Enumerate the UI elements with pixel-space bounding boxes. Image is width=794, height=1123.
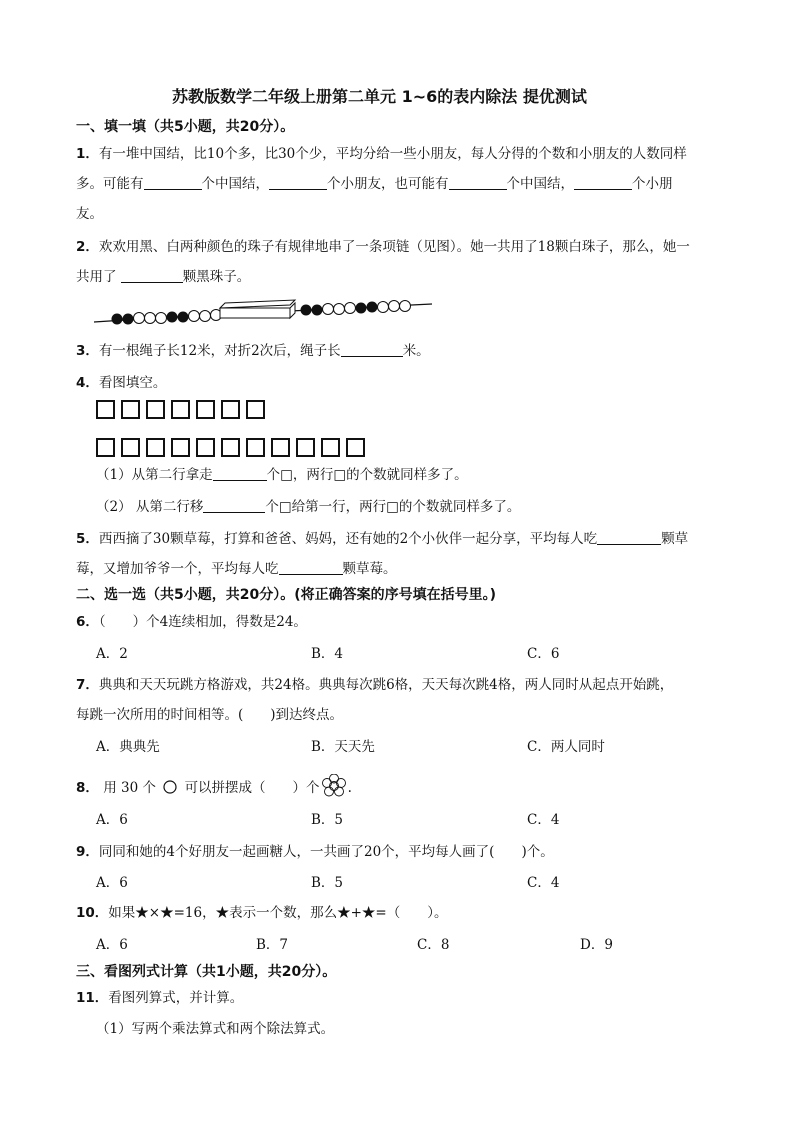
q11-text: 看图列算式，并计算。 xyxy=(108,990,244,1006)
black-bead xyxy=(312,305,323,316)
q4-sub1-text-a: （1）从第二行拿走 xyxy=(96,467,213,483)
q1-number: 1． xyxy=(76,146,99,162)
necklace-illustration xyxy=(90,296,435,330)
square-shape xyxy=(296,438,315,457)
q4-sub2-text-b: 个□给第一行，两行□的个数就同样多了。 xyxy=(265,499,521,515)
white-bead xyxy=(334,304,345,315)
q5-line2 xyxy=(76,560,397,578)
q3-text-a: 有一根绳子长12米，对折2次后，绳子长 xyxy=(98,343,341,359)
square-shape xyxy=(271,438,290,457)
q2-text: 欢欢用黑、白两种颜色的珠子有规律地串了一条项链（见图）。她一共用了18颗白珠子，那么，她一 xyxy=(98,239,690,255)
q8-option-b[interactable]: B．5 xyxy=(311,812,344,828)
black-bead xyxy=(356,303,367,314)
square-shape xyxy=(146,438,165,457)
q9-text: 同同和她的4个好朋友一起画糖人，一共画了20个，平均每人画了( )个。 xyxy=(98,844,554,860)
q9-number: 9． xyxy=(76,844,99,860)
q5-line1 xyxy=(76,530,688,548)
q7-number: 7． xyxy=(76,677,99,693)
q1-line3: 友。 xyxy=(76,206,103,222)
q8-text-c: . xyxy=(347,780,352,796)
q2-line1 xyxy=(76,238,690,256)
q10-option-c[interactable]: C．8 xyxy=(417,937,450,953)
q10-option-d[interactable]: D．9 xyxy=(580,937,613,953)
q6-option-b[interactable]: B．4 xyxy=(311,646,344,662)
q10-option-b[interactable]: B．7 xyxy=(256,937,289,953)
square-shape xyxy=(146,400,165,419)
q8-option-a[interactable]: A．6 xyxy=(96,812,128,828)
q4-text: 看图填空。 xyxy=(98,375,167,391)
white-bead xyxy=(156,313,167,324)
q11-line xyxy=(76,989,243,1007)
q5-text-d: 颗草莓。 xyxy=(342,561,397,577)
q4-sub2-text-a: （2） 从第二行移 xyxy=(96,499,204,515)
black-bead xyxy=(301,305,312,316)
q2-line2 xyxy=(76,268,250,286)
q8-text-a: 用 30 个 xyxy=(103,780,156,796)
q3-number: 3． xyxy=(76,343,99,359)
q4-line xyxy=(76,374,166,392)
black-bead xyxy=(123,314,134,325)
q10-option-a[interactable]: A．6 xyxy=(96,937,128,953)
q5-number: 5． xyxy=(76,531,99,547)
beads-right xyxy=(301,301,411,316)
square-shape xyxy=(321,438,340,457)
q4-sub1-blank[interactable] xyxy=(213,466,267,481)
q1-blank-4[interactable] xyxy=(574,175,632,190)
q9-option-b[interactable]: B．5 xyxy=(311,875,344,891)
q5-text-a: 西西摘了30颗草莓，打算和爸爸、妈妈，还有她的2个小伙伴一起分享，平均每人吃 xyxy=(98,531,598,547)
q10-text: 如果★×★=16，★表示一个数，那么★+★=（ ）。 xyxy=(108,905,448,921)
q1-text-b: 个中国结， xyxy=(201,176,269,192)
circle-icon xyxy=(163,780,177,794)
q11-number: 11． xyxy=(76,990,109,1006)
q6-text: （ ）个4连续相加，得数是24。 xyxy=(98,614,307,630)
q7-option-a[interactable]: A．典典先 xyxy=(96,739,160,755)
q1-text: 有一堆中国结，比10个多，比30个少，平均分给一些小朋友，每人分得的个数和小朋友的人数同样 xyxy=(98,146,687,162)
white-bead xyxy=(145,313,156,324)
q5-text-c: 莓，又增加爷爷一个，平均每人吃 xyxy=(76,561,279,577)
square-shape xyxy=(171,438,190,457)
q9-line xyxy=(76,843,554,861)
q1-line2 xyxy=(76,175,673,193)
q2-text-a: 共用了 xyxy=(76,269,121,285)
q2-text-b: 颗黑珠子。 xyxy=(182,269,251,285)
square-shape xyxy=(221,438,240,457)
q2-blank[interactable] xyxy=(121,268,183,283)
section1-heading: 一、填一填（共5小题，共20分）。 xyxy=(76,119,295,135)
black-bead xyxy=(367,302,378,313)
q1-blank-2[interactable] xyxy=(269,175,327,190)
q7-text: 典典和天天玩跳方格游戏，共24格。典典每次跳6格，天天每次跳4格，两人同时从起点开始跳， xyxy=(98,677,674,693)
flower-icon xyxy=(320,774,348,798)
white-bead xyxy=(134,313,145,324)
square-shape xyxy=(171,400,190,419)
square-shape xyxy=(121,438,140,457)
q10-line xyxy=(76,904,447,922)
q5-text-b: 颗草 xyxy=(661,531,689,547)
q1-text-a: 多。可能有 xyxy=(76,176,144,192)
black-bead xyxy=(178,312,189,323)
q3-text-b: 米。 xyxy=(402,343,430,359)
square-shape xyxy=(221,400,240,419)
q1-text-c: 个小朋友，也可能有 xyxy=(327,176,449,192)
q8-text-b: 可以拼摆成（ ）个 xyxy=(184,780,320,796)
q6-number: 6． xyxy=(76,614,99,630)
q8-line xyxy=(76,774,352,798)
square-shape xyxy=(196,438,215,457)
white-bead xyxy=(378,302,389,313)
black-bead xyxy=(167,312,178,323)
white-bead xyxy=(389,301,400,312)
q1-text-d: 个中国结， xyxy=(506,176,574,192)
q3-line xyxy=(76,342,430,360)
q6-option-c[interactable]: C．6 xyxy=(527,646,560,662)
q8-option-c[interactable]: C．4 xyxy=(527,812,560,828)
black-bead xyxy=(112,314,123,325)
square-shape xyxy=(121,400,140,419)
square-shape xyxy=(346,438,365,457)
white-bead xyxy=(200,311,211,322)
q4-sub1 xyxy=(96,466,468,484)
q7-option-b[interactable]: B．天天先 xyxy=(311,739,375,755)
square-shape xyxy=(246,438,265,457)
white-bead xyxy=(400,301,411,312)
q1-line1 xyxy=(76,145,687,163)
white-bead xyxy=(189,311,200,322)
q7-option-c[interactable]: C．两人同时 xyxy=(527,739,605,755)
q1-blank-1[interactable] xyxy=(144,175,202,190)
q4-sub1-text-b: 个□，两行□的个数就同样多了。 xyxy=(266,467,468,483)
q1-text-e: 个小朋 xyxy=(632,176,673,192)
q5-blank-2[interactable] xyxy=(279,560,343,575)
q5-blank-1[interactable] xyxy=(597,530,661,545)
q4-number: 4． xyxy=(76,375,99,391)
q1-blank-3[interactable] xyxy=(449,175,507,190)
q9-option-a[interactable]: A．6 xyxy=(96,875,128,891)
white-bead xyxy=(345,303,356,314)
q2-number: 2． xyxy=(76,239,99,255)
square-shape xyxy=(246,400,265,419)
q3-blank[interactable] xyxy=(341,342,403,357)
q6-line xyxy=(76,613,307,631)
white-bead xyxy=(323,304,334,315)
square-shape xyxy=(96,400,115,419)
q9-option-c[interactable]: C．4 xyxy=(527,875,560,891)
q8-number: 8． xyxy=(76,780,99,796)
square-shape xyxy=(196,400,215,419)
section3-heading: 三、看图列式计算（共1小题，共20分）。 xyxy=(76,964,337,980)
q6-option-a[interactable]: A．2 xyxy=(96,646,128,662)
cover-box xyxy=(220,300,295,318)
q7-line1 xyxy=(76,676,673,694)
q4-sub2 xyxy=(96,498,520,516)
q7-line2: 每跳一次所用的时间相等。( )到达终点。 xyxy=(76,707,344,723)
square-shape xyxy=(96,438,115,457)
q4-sub2-blank[interactable] xyxy=(203,498,265,513)
beads-left xyxy=(112,310,222,325)
page-title: 苏教版数学二年级上册第二单元 1~6的表内除法 提优测试 xyxy=(172,87,587,106)
section2-heading: 二、选一选（共5小题，共20分）。(将正确答案的序号填在括号里。) xyxy=(76,587,497,603)
q10-number: 10． xyxy=(76,905,109,921)
q11-sub: （1）写两个乘法算式和两个除法算式。 xyxy=(96,1021,335,1037)
